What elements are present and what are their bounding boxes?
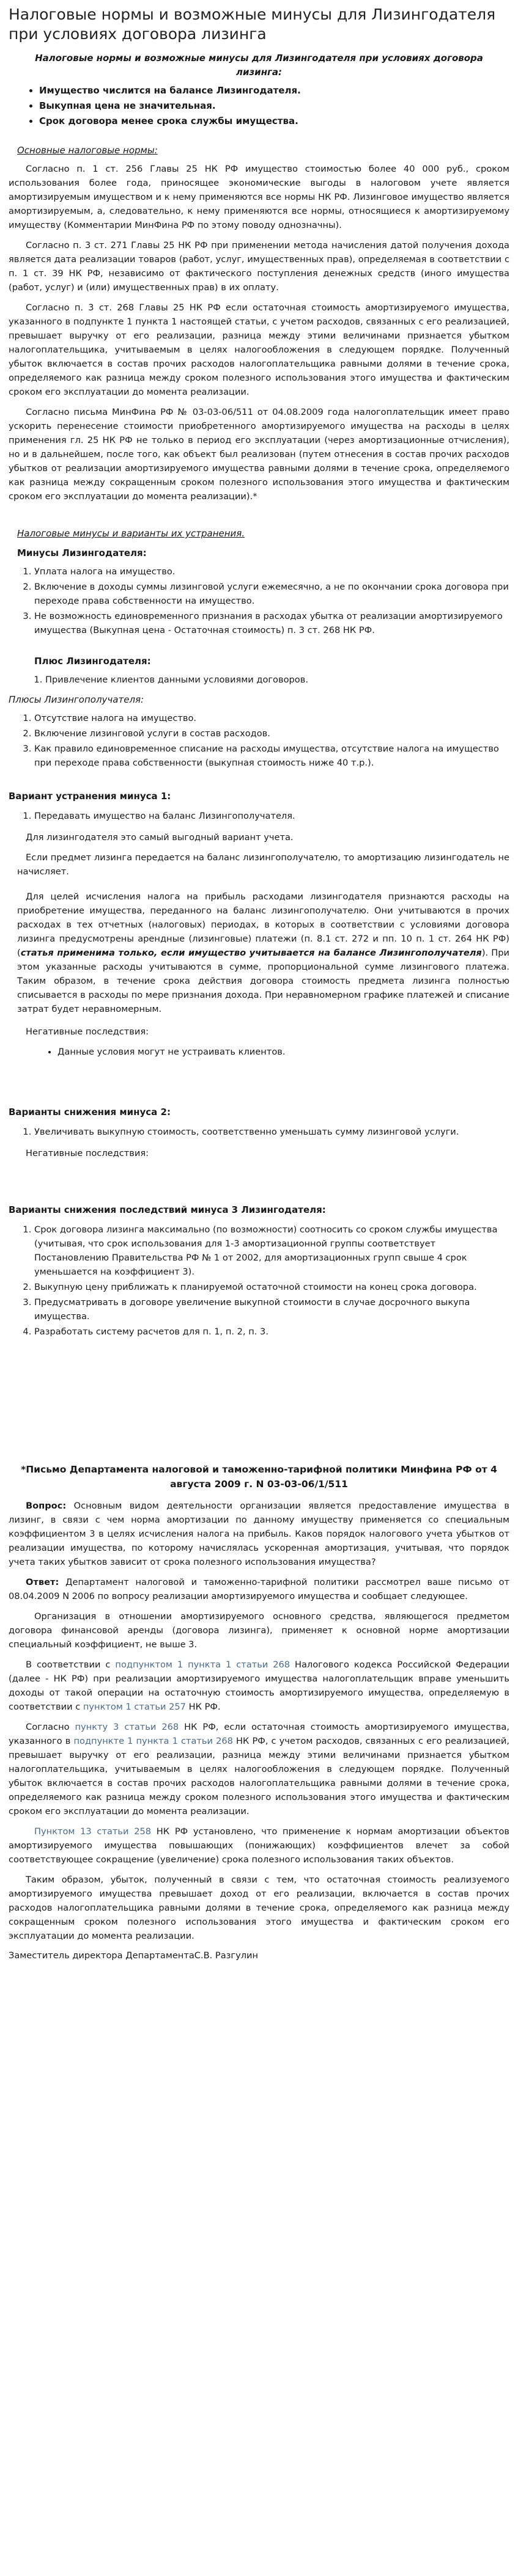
variant1-list [9, 809, 509, 823]
paragraph [9, 1658, 509, 1714]
paragraph: Согласно п. 3 ст. 271 Главы 25 НК РФ при применении метода начисления датой получения дохода является дата реализации товаров (работ, услуг, имущественных прав), определяемая в соответствии с п. 1 ст. 39 НК РФ, независимо от фактического поступления денежных средств (иного имущества (работ, услуг) и (или) имущественных прав) в их оплату. [9, 240, 509, 293]
variant3-list [9, 1223, 509, 1339]
paragraph: Таким образом, убыток, полученный в связи с тем, что остаточная стоимость реализуемого амортизируемого имущества превышает доход от его реализации, включается в состав прочих расходов налогоплательщика равными долями в течение срока, определяемого как разница между сокращенным сроком полезного использования этого имущества и фактическим сроком его эксплуатации до момента реализации. [9, 1875, 509, 1941]
question-label: Вопрос: [26, 1501, 67, 1511]
list-item: 2. Включение в доходы суммы лизинговой услуги ежемесячно, а не по окончании срока договора при переходе права собственности на имущество. [34, 580, 509, 608]
law-link[interactable]: пунктом 1 статьи 257 [83, 1702, 186, 1712]
section-heading: Налоговые нормы и возможные минусы для Лизингодателя при условиях договора лизинга: [35, 53, 483, 78]
paragraph: Согласно п. 3 ст. 268 Главы 25 НК РФ если остаточная стоимость амортизируемого имущества, указанного в подпункте 1 пункта 1 настоящей статьи, с учетом расходов, связанных с его реализацией, превышает выручку от его реализации, разница между этими величинами признается убытком налогоплательщика, учитываемым в целях налогообложения в следующем порядке. Полученный убыток включается в состав прочих расходов налогоплательщика равными долями в течение срока, определяемого как разница между сроком полезного использования этого имущества и фактическим сроком его эксплуатации до момента реализации. [9, 302, 509, 397]
negative-title: Негативные последствия: [26, 1026, 149, 1037]
list-item: 1. Передавать имущество на баланс Лизингополучателя. [34, 809, 509, 823]
paragraph: Согласно письма МинФина РФ № 03-03-06/511 от 04.08.2009 года налогоплательщик имеет право ускорить перенесение стоимости приобретенного амортизируемого имущества на расходы в целях применения гл. 25 НК РФ не только в период его эксплуатации (через амортизационные отчисления), но и в дальнейшем, после того, как объект был реализован (путем отнесения в состав прочих расходов убытков от реализации амортизируемого имущества равными долями в течение срока, определяемого как разница между сокращенным сроком полезного использования этого имущества и фактическим сроком его эксплуатации до момента реализации).* [9, 407, 509, 502]
plus-list [9, 673, 509, 687]
text-segment: НК РФ, если остаточная стоимость амортизируемого имущества, указанного в [9, 1722, 509, 1746]
answer-paragraph [9, 1575, 509, 1603]
section-title: Налоговые минусы и варианты их устранения. [17, 528, 245, 539]
question-paragraph [9, 1499, 509, 1569]
list-item: 1. Отсутствие налога на имущество. [34, 711, 509, 725]
answer-label: Ответ: [26, 1577, 59, 1587]
minus-title: Минусы Лизингодателя: [17, 547, 147, 558]
list-item: • Выкупная цена не значительная. [39, 98, 509, 114]
variant2-list [9, 1125, 509, 1139]
minus-list [9, 565, 509, 637]
list-item: 3. Предусматривать в договоре увеличение выкупной стоимости в случае досрочного выкупа имущества. [34, 1295, 509, 1323]
page-title: Налоговые нормы и возможные минусы для Лизингодателя при условиях договора лизинга [9, 5, 496, 43]
text-segment: НК РФ, с учетом расходов, связанных с его реализацией, превышает выручку от его реализации, разница между этими величинами признается убытком налогоплательщика, учитываемым в целях налогообложения в следующем порядке. Полученный убыток включается в состав прочих расходов налогоплательщика равными долями в течение срока, определяемого как разница между сроком полезного использования этого имущества и фактическим сроком его эксплуатации до момента реализации. [9, 1736, 509, 1817]
conditions-list [9, 83, 509, 129]
list-item: 1. Уплата налога на имущество. [34, 565, 509, 579]
law-link[interactable]: Пунктом 13 статьи 258 [34, 1826, 152, 1837]
lessee-title: Плюсы Лизингополучателя: [9, 694, 144, 705]
list-item: • Данные условия могут не устраивать клиентов. [57, 1045, 509, 1059]
text-segment: В соответствии с [26, 1659, 116, 1670]
list-item: • Имущество числится на балансе Лизингодателя. [39, 83, 509, 98]
text-emphasis: статья применима только, если имущество учитывается на балансе Лизингополучателя [20, 948, 482, 958]
paragraph: Организация в отношении амортизируемого основного средства, являющегося предметом договора финансовой аренды (договора лизинга), применяет к основной норме амортизации специальный коэффициент, не выше 3. [9, 1611, 509, 1650]
variant1-title: Вариант устранения минуса 1: [9, 791, 171, 802]
law-link[interactable]: подпункте 1 пункта 1 статьи 268 [73, 1736, 233, 1746]
signature: Заместитель директора ДепартаментаС.В. Разгулин [9, 1950, 259, 1961]
list-item: • Срок договора менее срока службы имущества. [39, 114, 509, 129]
negative-title: Негативные последствия: [26, 1148, 149, 1158]
section-title: Основные налоговые нормы: [17, 145, 158, 156]
text-segment: НК РФ. [185, 1702, 221, 1712]
paragraph: Для лизингодателя это самый выгодный вариант учета. [26, 832, 294, 843]
paragraph [9, 1824, 509, 1867]
list-item: 1. Увеличивать выкупную стоимость, соответственно уменьшать сумму лизинговой услуги. [34, 1125, 509, 1139]
text-segment: Согласно [26, 1722, 75, 1732]
text-segment: Для целей исчисления налога на прибыль расходами лизингодателя признаются расходы на приобретение имущества, переданного на баланс лизингополучателю. Они учитываются в прочих расходах в тех отчетных (налоговых) периодах, в которых в соответствии с условиями договора лизинга предусмотрены арендные (лизинговые) платежи (п. 8.1 ст. 272 и пп. 10 п. 1 ст. 264 НК РФ) ( [17, 891, 509, 958]
list-item: 4. Разработать систему расчетов для п. 1, п. 2, п. 3. [34, 1325, 509, 1339]
paragraph [9, 1720, 509, 1818]
variant2-title: Варианты снижения минуса 2: [9, 1107, 171, 1118]
letter-title: *Письмо Департамента налоговой и таможенно-тарифной политики Минфина РФ от 4 августа 2009 г. N 03-03-06/1/511 [21, 1464, 497, 1490]
list-item: 3. Как правило единовременное списание на расходы имущества, отсутствие налога на имущество при переходе права собственности (выкупная стоимость ниже 40 т.р.). [34, 742, 509, 770]
list-item: 3. Не возможность единовременного признания в расходах убытка от реализации амортизируемого имущества (Выкупная цена - Остаточная стоимость) п. 3 ст. 268 НК РФ. [34, 609, 509, 637]
plus-title: Плюс Лизингодателя: [34, 656, 151, 667]
text-segment: ). При этом указанные расходы учитываются в сумме, пропорциональной сумме лизингового платежа. Таким образом, в течение срока действия договора стоимость предмета лизинга полностью списывается в расходы по мере признания дохода. При неравномерном графике платежей и списание затрат будет неравномерным. [17, 948, 510, 1014]
answer-text: Департамент налоговой и таможенно-тарифной политики рассмотрел ваше письмо от 08.04.2009 N 2006 по вопросу реализации амортизируемого имущества и сообщает следующее. [9, 1577, 509, 1601]
text-segment: Налогового кодекса Российской Федерации (далее - НК РФ) при реализации амортизируемого имущества налогоплательщик вправе уменьшить доходы от такой операции на остаточную стоимость амортизируемого имущества, определяемую в соответствии с [9, 1659, 510, 1712]
variant3-title: Варианты снижения последствий минуса 3 Лизингодателя: [9, 1204, 326, 1215]
paragraph [17, 890, 509, 1016]
list-item: 2. Выкупную цену приближать к планируемой остаточной стоимости на конец срока договора. [34, 1280, 509, 1294]
list-item: 1. Привлечение клиентов данными условиями договоров. [45, 673, 509, 687]
lessee-list [9, 711, 509, 770]
law-link[interactable]: подпунктом 1 пункта 1 статьи 268 [115, 1659, 290, 1670]
law-link[interactable]: пункту 3 статьи 268 [75, 1722, 179, 1732]
paragraph: Если предмет лизинга передается на баланс лизингополучателю, то амортизацию лизингодатель не начисляет. [17, 852, 509, 877]
list-item: 2. Включение лизинговой услуги в состав расходов. [34, 726, 509, 741]
negative-list [9, 1045, 509, 1059]
text-segment: НК РФ установлено, что применение к нормам амортизации объектов амортизируемого имущества повышающих (понижающих) коэффициентов влечет за собой соответствующее сокращение (увеличение) срока полезного использования таких объектов. [9, 1826, 509, 1865]
question-text: Основным видом деятельности организации является предоставление имущества в лизинг, в связи с чем норма амортизации по данному имуществу применяется со специальным коэффициентом 3 в целях исчисления налога на прибыль. Каков порядок налогового учета убытков от реализации имущества, по которому начислялась ускоренная амортизация, учитывая, что порядок учета таких убытков зависит от срока полезного использования имущества? [9, 1501, 509, 1567]
list-item: 1. Срок договора лизинга максимально (по возможности) соотносить со сроком службы имущества (учитывая, что срок использования для 1-3 амортизационной группы соответствует Постановлению Правительства РФ № 1 от 2002, для амортизационных групп свыше 4 срок уменьшается на коэффициент 3). [34, 1223, 509, 1279]
paragraph: Согласно п. 1 ст. 256 Главы 25 НК РФ имущество стоимостью более 40 000 руб., сроком использования более года, приносящее экономические выгоды в налоговом учете является амортизируемым имуществом и к нему применяются все нормы НК РФ. Лизинговое имущество является амортизируемым, а, следовательно, к нему применяются все нормы, относящиеся к амортизируемому имуществу (Комментарии МинФина РФ по этому поводу однозначны). [9, 164, 509, 230]
